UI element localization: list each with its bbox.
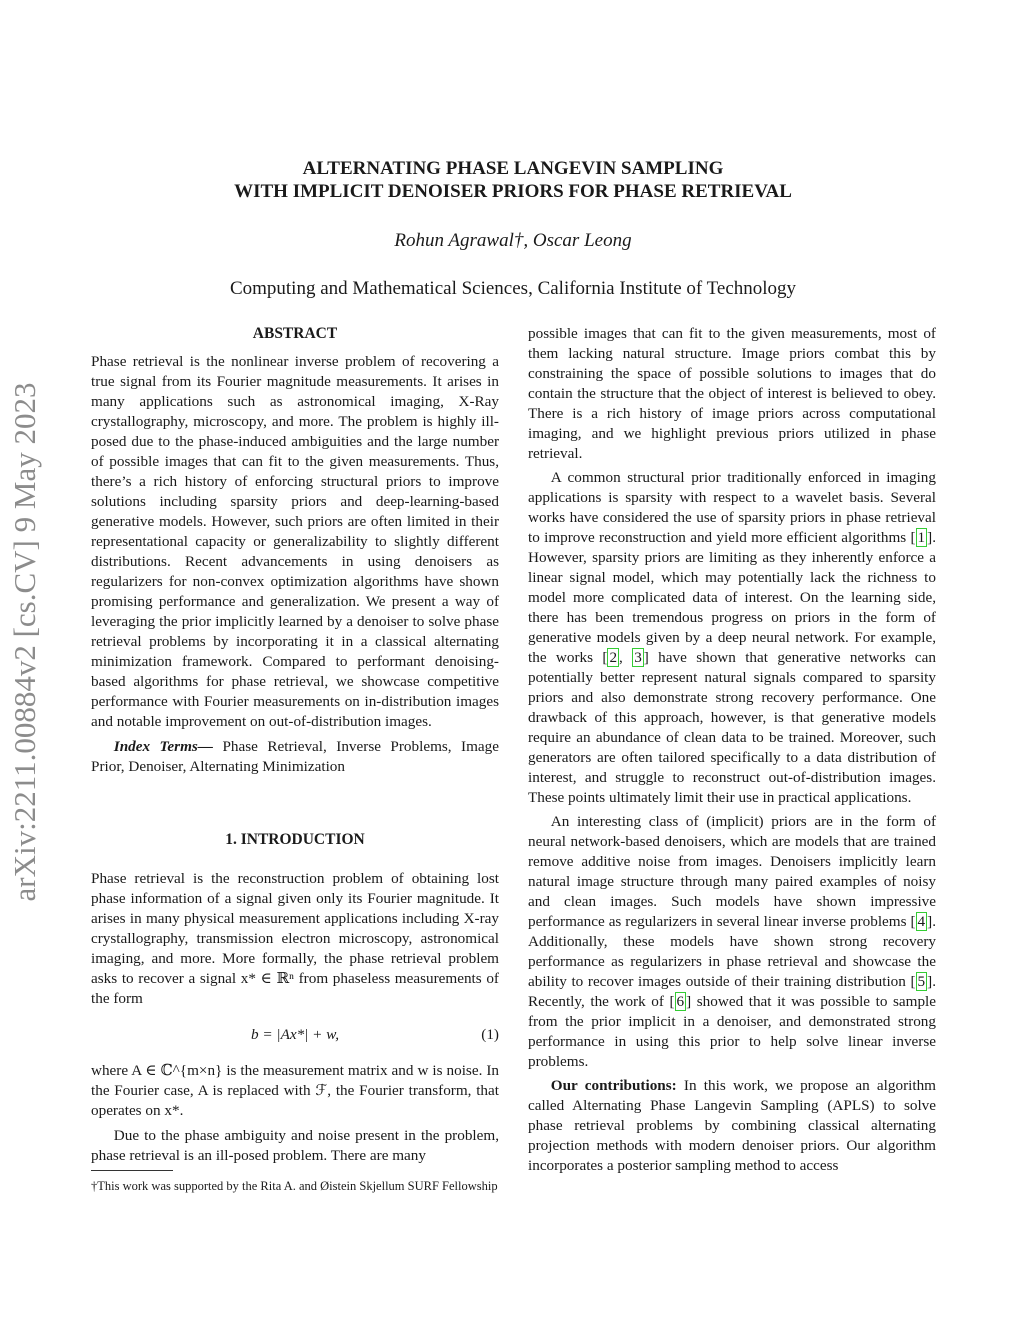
paper-title-line-2: WITH IMPLICIT DENOISER PRIORS FOR PHASE RETRIEVAL bbox=[234, 181, 792, 202]
citation-link[interactable]: 1 bbox=[917, 529, 926, 546]
intro-body bbox=[91, 869, 499, 1166]
authors: Rohun Agrawal†, Oscar Leong bbox=[394, 230, 632, 251]
intro-paragraph-3: Due to the phase ambiguity and noise present in the problem, phase retrieval is an ill-posed problem. There are many bbox=[91, 1127, 499, 1164]
citation-link[interactable]: 4 bbox=[917, 913, 926, 930]
abstract-heading: ABSTRACT bbox=[252, 325, 338, 342]
citation-link[interactable]: 5 bbox=[917, 973, 926, 990]
equation-1-number: (1) bbox=[481, 1026, 499, 1043]
right-paragraph-3: An interesting class of (implicit) priors are in the form of neural network-based denoisers, which are models that are trained remove additive noise from images. Denoisers implicitly learn natural image structure through many paired examples of noisy and clean images. Such models have shown impressive performance as regularizers in several linear inverse problems [ 4 ]. Additionally, these models have shown strong recovery performance as regularizers in phase retrieval and showcase the ability to recover images outside of their training distribution [ 5 ]. Recently, the work of [ 6 ] showed that it was possible to sample from the prior implicit in a denoiser, and demonstrated strong performance in using this prior to help solve linear inverse problems. bbox=[528, 813, 937, 1070]
footnote-rule bbox=[91, 1170, 173, 1171]
abstract-text: Phase retrieval is the nonlinear inverse problem of recovering a true signal from its Fourier magnitude measurements. It arises in many applications such as astronomical imaging, X-Ray crystallography, microscopy, and more. The problem is highly ill-posed due to the phase-induced ambiguities and the large number of possible images that can fit to the given measurements. Thus, there’s a rich history of enforcing structural priors to improve solutions including sparsity priors and deep-learning-based generative models. However, such priors are often limited in their representational capacity or generalizability to slightly different distributions. Recent advancements in using denoisers as regularizers for non-convex optimization algorithms have shown promising performance and generalization. We present a way of leveraging the prior implicitly learned by a denoiser to solve phase retrieval problems by incorporating it in a classical alternating minimization framework. Compared to performant denoising-based algorithms for phase retrieval, we showcase competitive performance with Fourier measurements on in-distribution images and notable improvement on out-of-distribution images. bbox=[91, 353, 499, 730]
intro-heading: 1. INTRODUCTION bbox=[225, 831, 365, 848]
index-terms-label: Index Terms— bbox=[113, 738, 213, 755]
introduction-section bbox=[91, 830, 499, 850]
affiliation: Computing and Mathematical Sciences, California Institute of Technology bbox=[229, 278, 797, 299]
equation-1-body: b = |Ax*| + w, bbox=[250, 1026, 340, 1043]
citation-link[interactable]: 3 bbox=[634, 649, 642, 666]
left-column bbox=[91, 324, 499, 777]
footnote: †This work was supported by the Rita A. and Øistein Skjellum SURF Fellowship bbox=[91, 1179, 498, 1193]
index-terms-list: Phase Retrieval, Inverse Problems, Image Prior, Denoiser, Alternating Minimization bbox=[91, 738, 500, 775]
right-column bbox=[528, 324, 936, 1176]
intro-paragraph-2: where A ∈ ℂ^{m×n} is the measurement matrix and w is noise. In the Fourier case, A is replaced with ℱ, the Fourier transform, that operates on x*. bbox=[91, 1062, 499, 1119]
right-paragraph-1: possible images that can fit to the given measurements, most of them lacking natural structure. Image priors combat this by constraining the space of possible solutions to images that do contain the structure that the object of interest is believed to obey. There is a rich history of image priors across computational imaging, and we highlight previous priors utilized in phase retrieval. bbox=[528, 325, 936, 462]
contributions-paragraph: Our contributions: In this work, we propose an algorithm called Alternating Phase Langevin Sampling (APLS) to solve phase retrieval problems by combining classical alternating projection methods with modern denoiser priors. Our algorithm incorporates a posterior sampling method to access bbox=[528, 1077, 936, 1174]
paper-title-line-1: ALTERNATING PHASE LANGEVIN SAMPLING bbox=[302, 158, 724, 179]
right-paragraph-2: A common structural prior traditionally enforced in imaging applications is sparsity with respect to a wavelet basis. Several works have considered the use of sparsity priors in phase retrieval to improve reconstruction and yield more efficient algorithms [ 1 ]. However, sparsity priors are limiting as they inherently enforce a linear signal model, which may potentially lack the richness to model more complicated data of interest. On the learning side, there has been tremendous progress on priors in the form of generative models given by a deep neural network. For example, the works [ 2 , 3 ] have shown that generative networks can potentially better represent natural signals compared to sparsity priors and also demonstrate strong recovery performance. One drawback of this approach, however, is that generative models require an abundance of clean data to be trained. Moreover, such generators are often tailored specifically to a data distribution of interest, and struggle to reconstruct out-of-distribution images. These points ultimately limit their use in practical applications. bbox=[528, 469, 937, 806]
equation-1 bbox=[91, 1025, 499, 1045]
contributions-label: Our contributions: bbox=[550, 1077, 677, 1094]
citation-link[interactable]: 6 bbox=[676, 993, 685, 1010]
intro-paragraph-1: Phase retrieval is the reconstruction problem of obtaining lost phase information of a signal given only its Fourier magnitude. It arises in many physical measurement applications including X-ray crystallography, transmission electron microscopy, astronomical imaging, and more. More formally, the phase retrieval problem asks to recover a signal x* ∈ ℝⁿ from phaseless measurements of the form bbox=[91, 870, 499, 1007]
index-terms bbox=[91, 737, 499, 777]
arxiv-identifier: arXiv:2211.00884v2 [cs.CV] 9 May 2023 bbox=[7, 382, 42, 902]
citation-link[interactable]: 2 bbox=[609, 649, 618, 666]
